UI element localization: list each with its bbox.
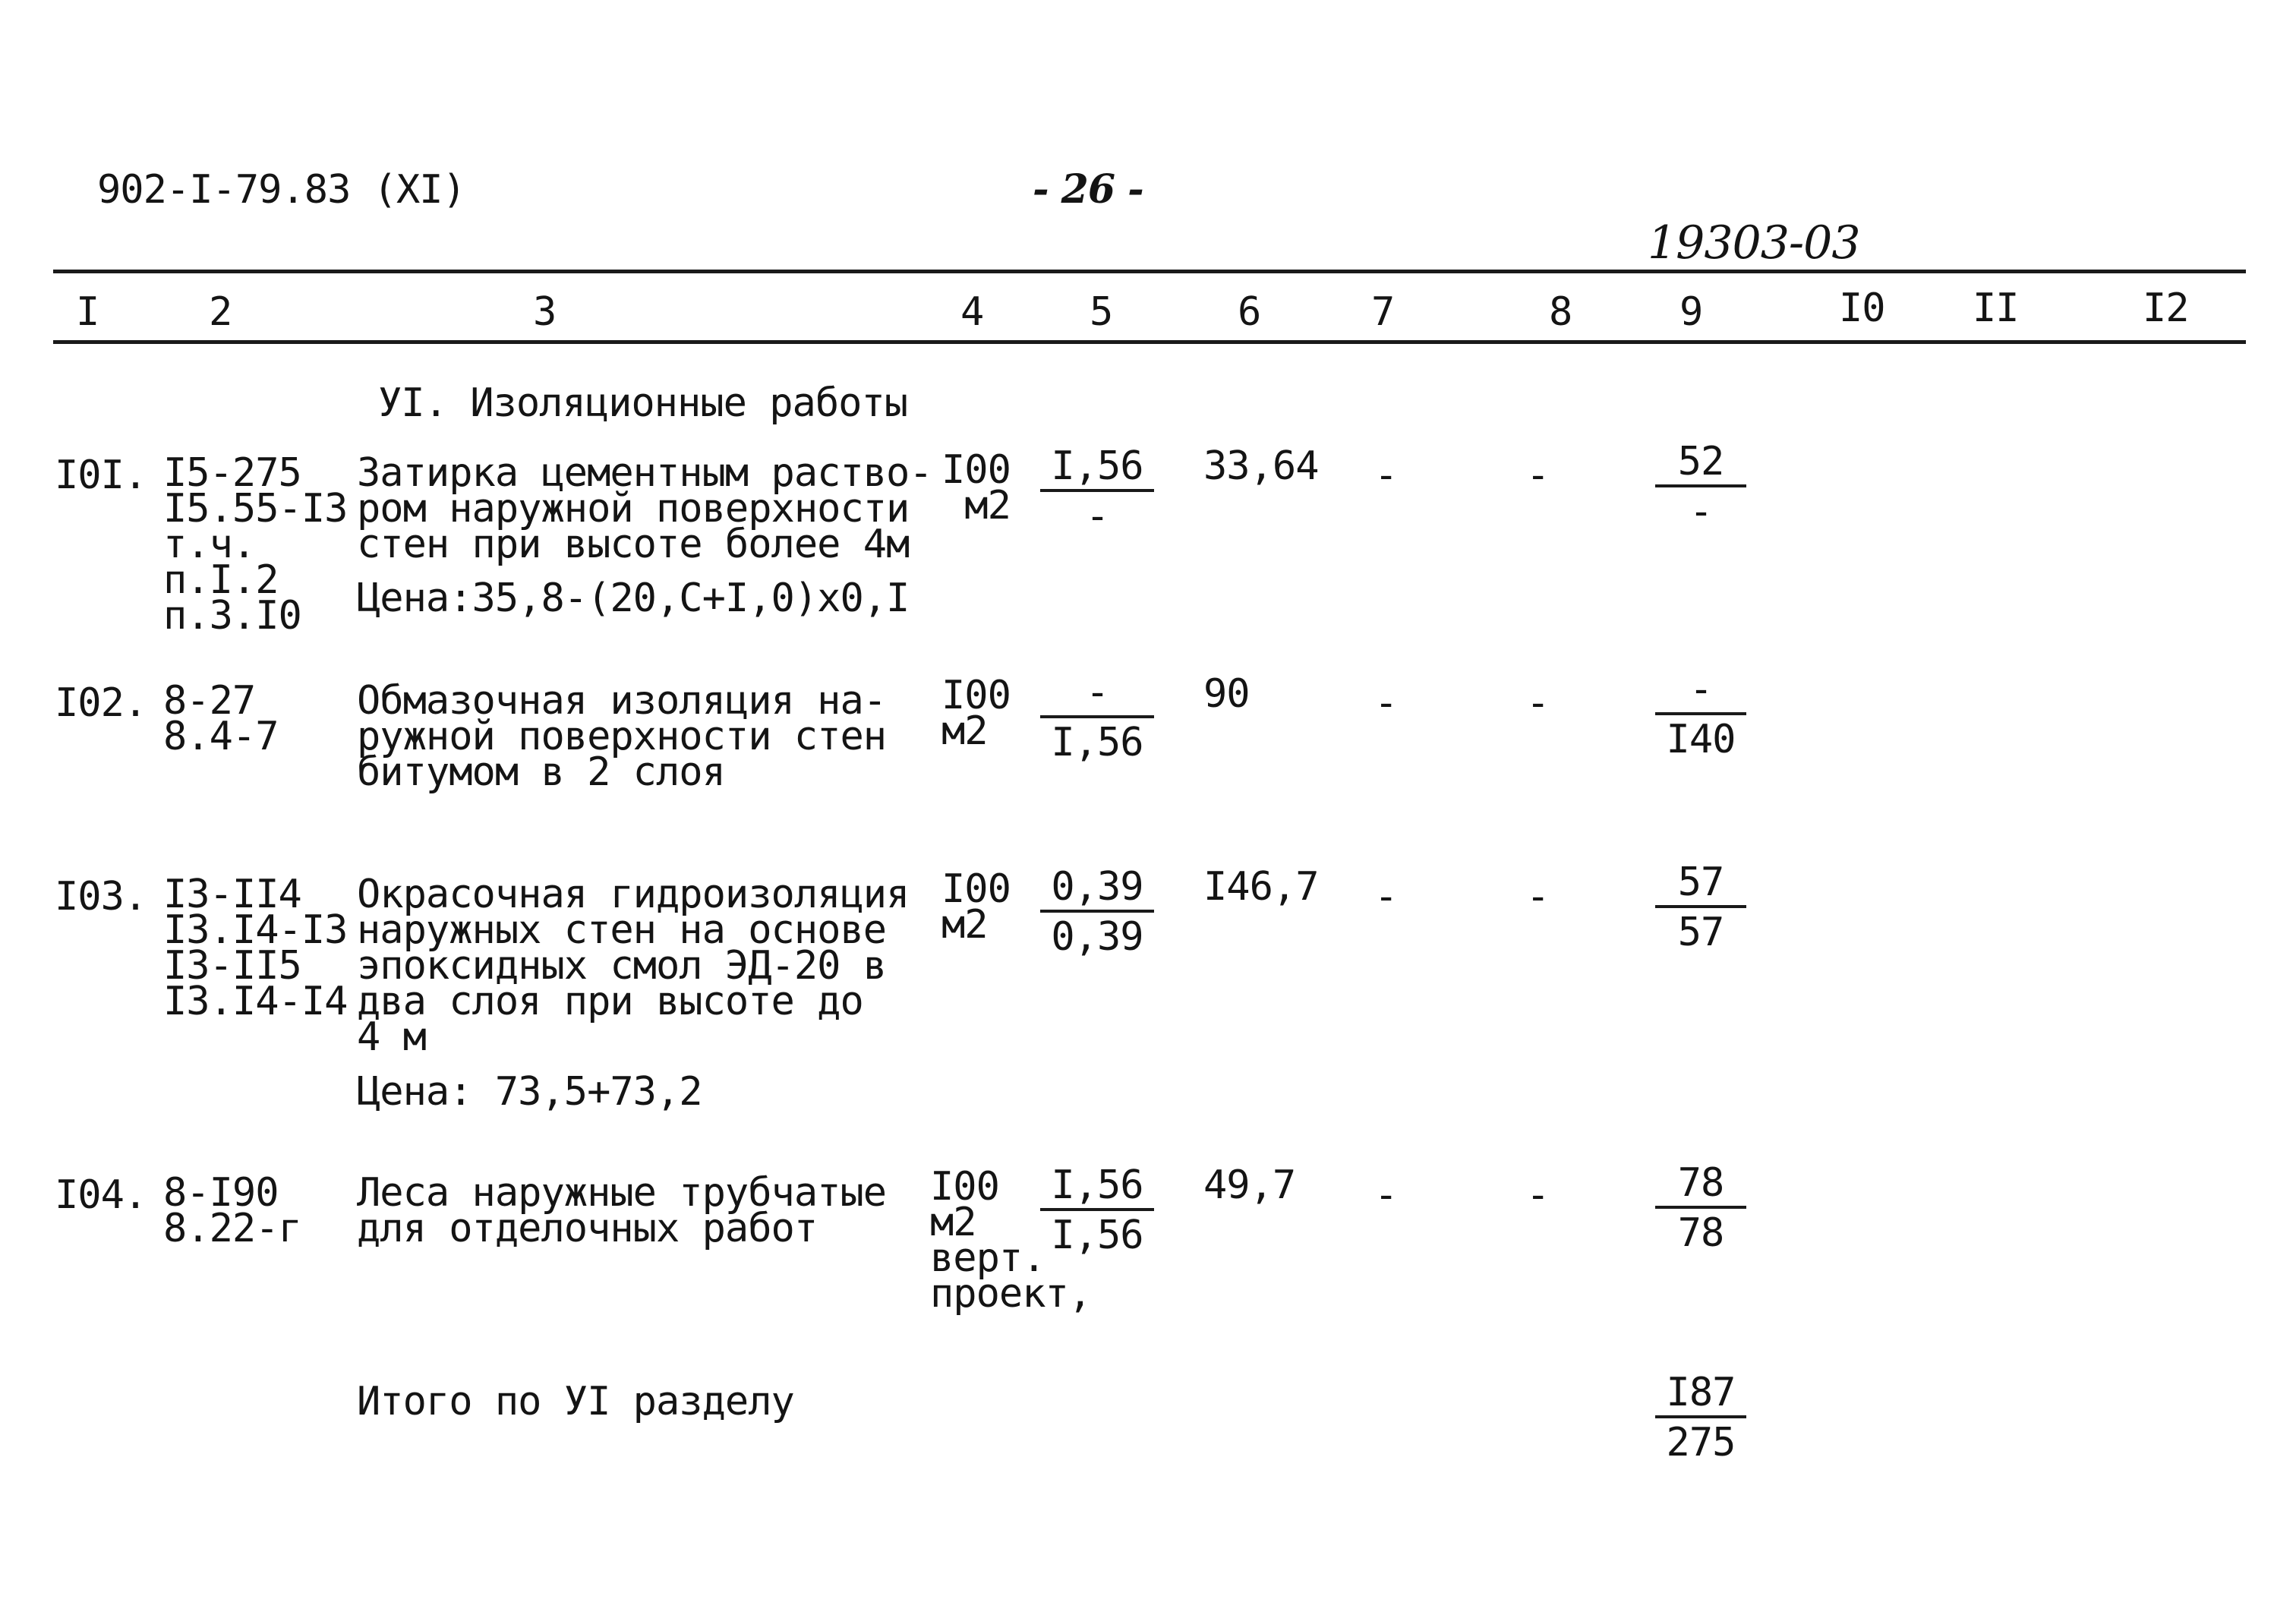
row-codes: 8-27 8.4-7 (163, 678, 279, 759)
row-unit: I00 м2 (941, 866, 1011, 948)
column-header: 9 (1679, 289, 1703, 335)
row-col7: - (1374, 453, 1398, 498)
column-header: I2 (2143, 285, 2189, 331)
row-col6: 33,64 (1203, 443, 1319, 489)
row-unit: I00 м2 (941, 673, 1011, 754)
fraction-top: I,56 (1051, 1162, 1143, 1208)
fraction-top: 0,39 (1051, 864, 1143, 910)
row-description: Затирка цементным раство- ром наружной поверхности стен при высоте более 4м (357, 450, 932, 567)
table-header-bottom-rule (53, 340, 2246, 344)
document-code: 902-I-79.83 (XI) (97, 167, 465, 213)
fraction-bar (1655, 905, 1746, 908)
row-col8: - (1526, 453, 1550, 498)
row-col7: - (1374, 874, 1398, 919)
fraction-bottom: I,56 (1051, 1213, 1143, 1258)
table-top-rule (53, 270, 2246, 273)
handwritten-code: 19303-03 (1648, 216, 1860, 270)
row-codes: I5-275 I5.55-I3 т.ч. п.I.2 п.3.I0 (163, 450, 348, 639)
row-number: I03. (55, 874, 147, 919)
row-col6: I46,7 (1203, 864, 1319, 910)
fraction-bottom: 275 (1666, 1420, 1736, 1465)
fraction-top: 52 (1677, 439, 1724, 484)
fraction-bar (1655, 1206, 1746, 1209)
row-col8: - (1526, 1172, 1550, 1218)
fraction-bar (1655, 712, 1746, 715)
row-unit: I00 м2 верт. проект, (930, 1164, 1092, 1317)
row-codes: I3-II4 I3.I4-I3 I3-II5 I3.I4-I4 (163, 872, 348, 1024)
row-description: Окрасочная гидроизоляция наружных стен на основе эпоксидных смол ЭД-20 в два слоя при высоте до 4 м (357, 872, 910, 1060)
row-col6: 90 (1203, 671, 1250, 717)
page-number: - 26 - (1033, 166, 1143, 213)
row-price-note: Цена: 73,5+73,2 (357, 1069, 702, 1115)
column-header: 6 (1238, 289, 1261, 335)
fraction-top: I,56 (1051, 443, 1143, 489)
fraction-bottom: - (1085, 494, 1109, 539)
row-col6: 49,7 (1203, 1162, 1296, 1208)
column-header: 3 (533, 289, 557, 335)
row-number: I0I. (55, 453, 147, 498)
column-header: 4 (960, 289, 984, 335)
column-header: I0 (1839, 285, 1885, 331)
row-col7: - (1374, 680, 1398, 726)
fraction-top: 57 (1677, 860, 1724, 905)
fraction-bar (1040, 489, 1154, 492)
fraction-bottom: 78 (1677, 1210, 1724, 1256)
row-col8: - (1526, 874, 1550, 919)
fraction-bar (1655, 484, 1746, 487)
fraction-bottom: I40 (1666, 717, 1736, 762)
column-header: 7 (1371, 289, 1395, 335)
column-header: 8 (1549, 289, 1572, 335)
fraction-bar (1040, 910, 1154, 913)
row-description: Леса наружные трубчатые для отделочных работ (357, 1170, 887, 1251)
fraction-bar (1040, 715, 1154, 718)
row-col7: - (1374, 1172, 1398, 1218)
fraction-top: - (1085, 670, 1109, 715)
fraction-bottom: 57 (1677, 910, 1724, 955)
column-header: 5 (1090, 289, 1113, 335)
fraction-bottom: I,56 (1051, 720, 1143, 765)
row-codes: 8-I90 8.22-г (163, 1170, 301, 1251)
row-number: I02. (55, 680, 147, 726)
fraction-top: - (1689, 667, 1713, 712)
row-unit: I00 м2 (941, 447, 1011, 528)
row-description: Обмазочная изоляция на- ружной поверхности стен битумом в 2 слоя (357, 678, 887, 795)
column-header: I (76, 289, 99, 335)
section-title: УI. Изоляционные работы (378, 380, 908, 426)
column-header: II (1973, 285, 2019, 331)
column-header: 2 (209, 289, 232, 335)
fraction-bottom: - (1689, 489, 1713, 535)
row-number: I04. (55, 1172, 147, 1218)
fraction-bar (1040, 1208, 1154, 1211)
total-label: Итого по УI разделу (357, 1379, 794, 1424)
row-col8: - (1526, 680, 1550, 726)
fraction-bar (1655, 1415, 1746, 1418)
fraction-bottom: 0,39 (1051, 914, 1143, 960)
fraction-top: I87 (1666, 1370, 1736, 1415)
row-price-note: Цена:35,8-(20,С+I,0)х0,I (357, 576, 910, 621)
fraction-top: 78 (1677, 1160, 1724, 1206)
